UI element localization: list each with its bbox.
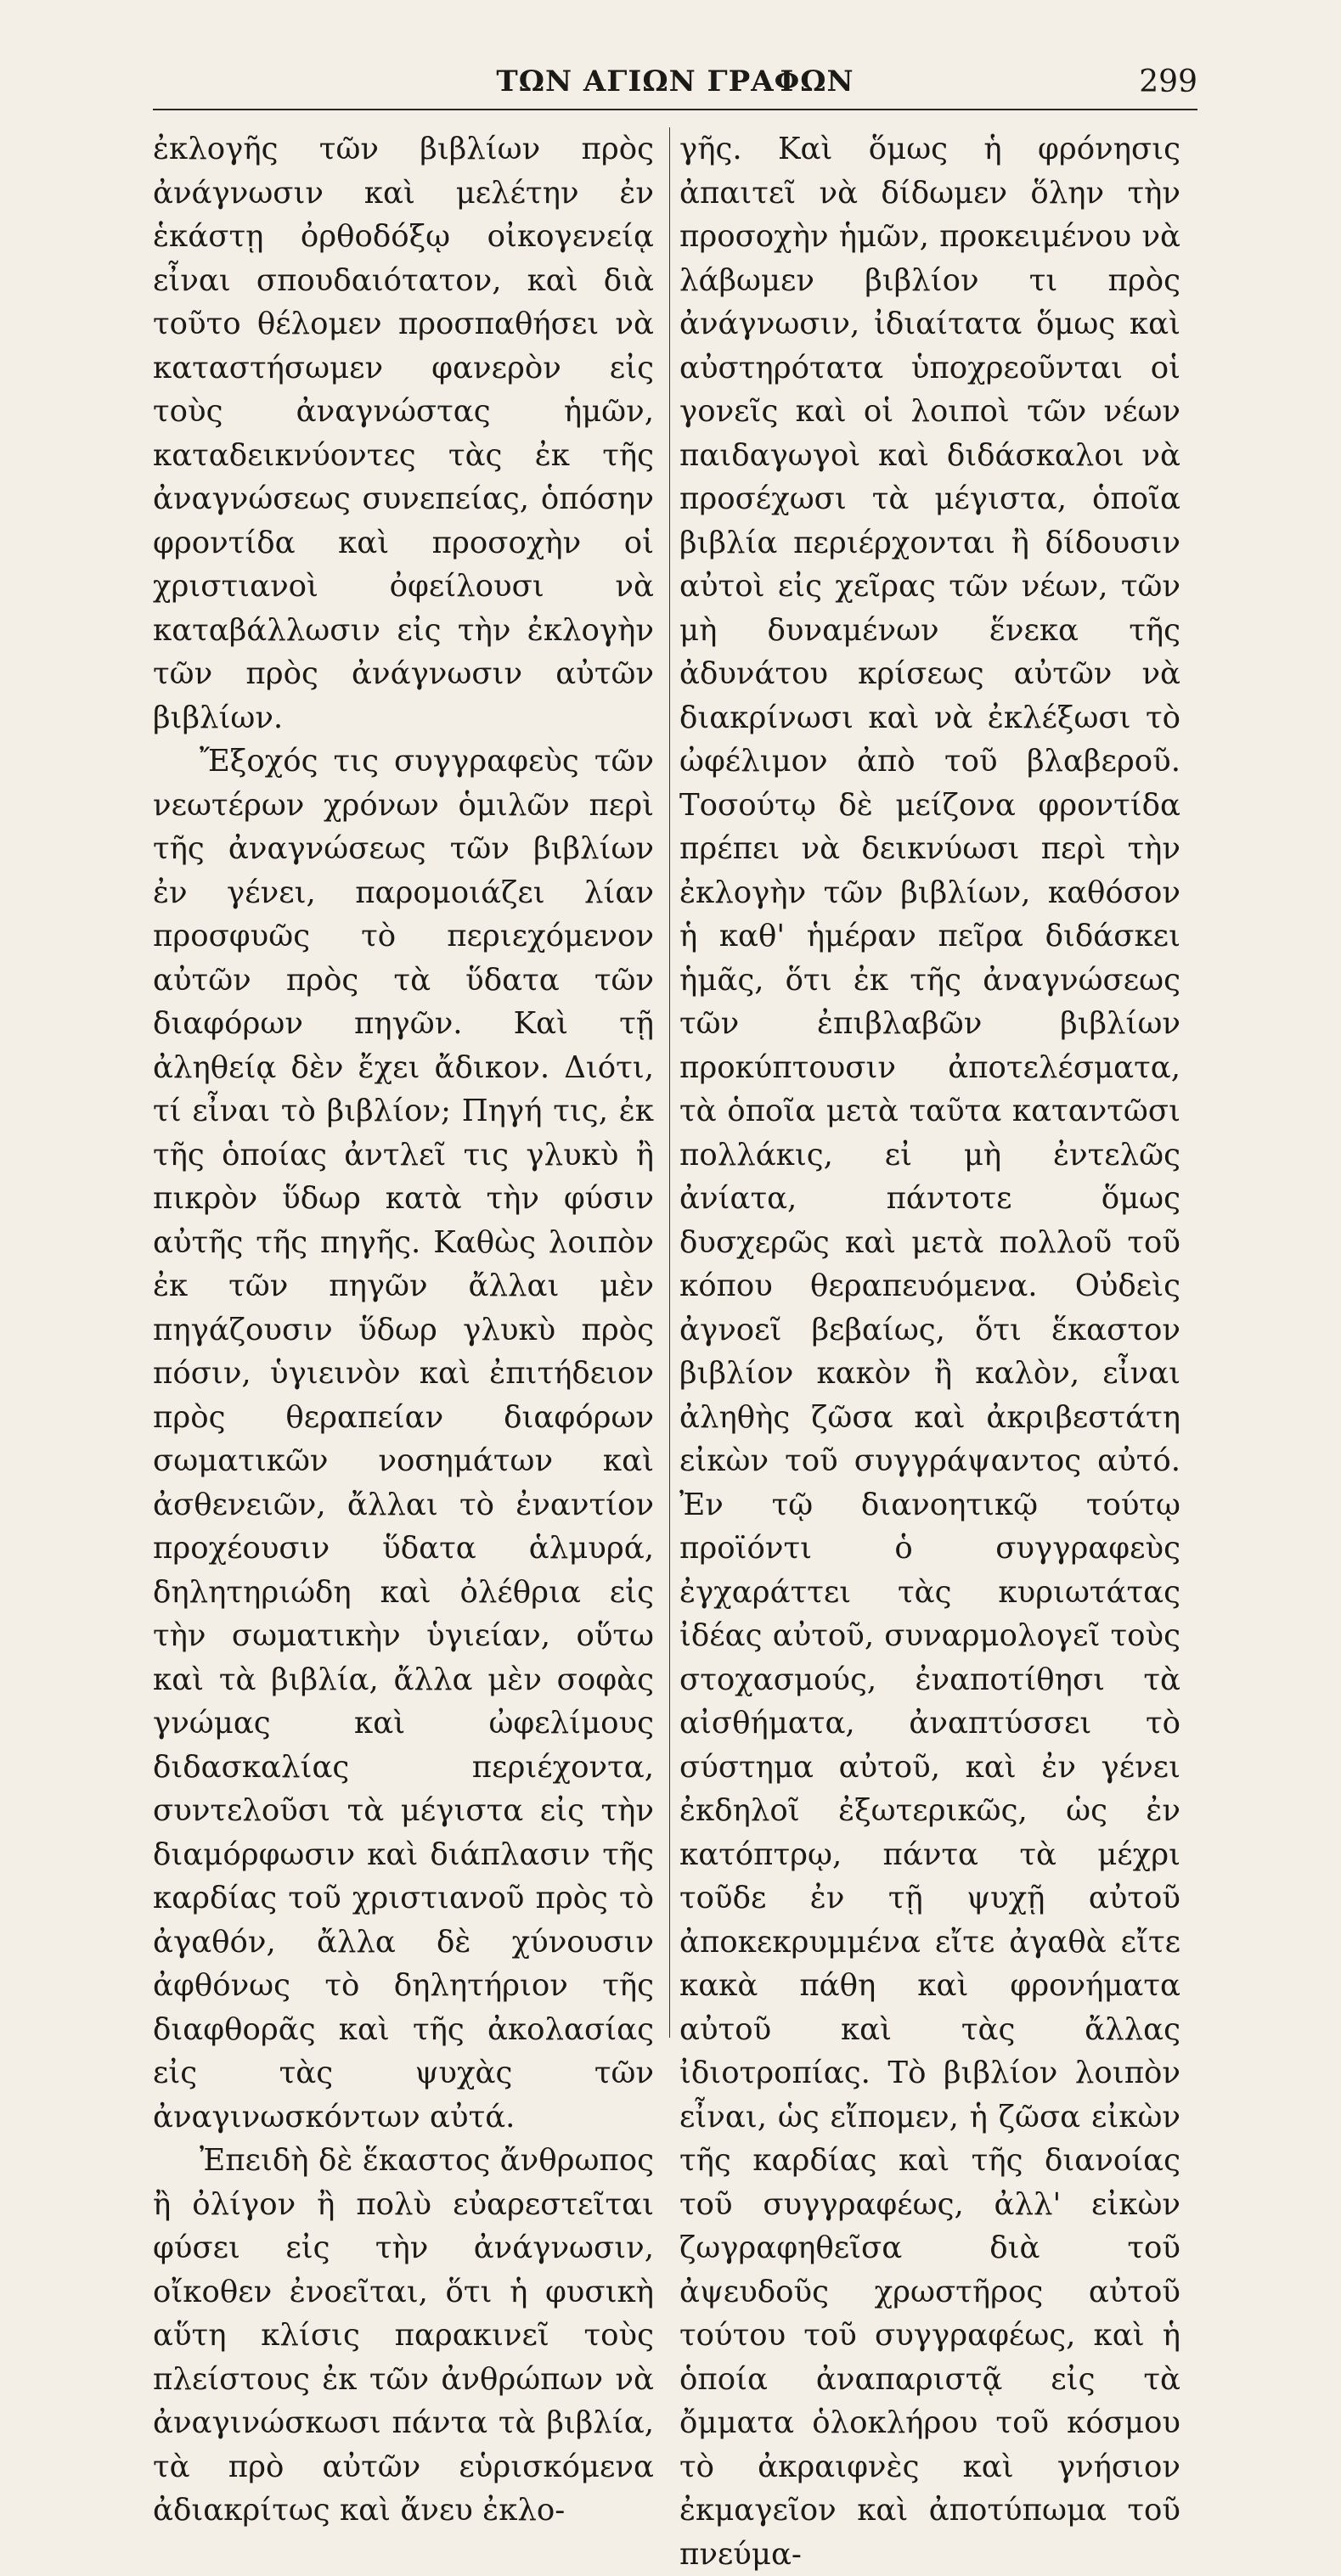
paragraph: γῆς. Καὶ ὅμως ἡ φρόνησις ἀπαιτεῖ νὰ δίδωμεν ὅλην τὴν προσοχὴν ἡμῶν, προκειμένου νὰ λάβωμεν βιβλίον τι πρὸς ἀνάγνωσιν, ἰδιαίτατα ὅμως καὶ αὐστηρότατα ὑποχρεοῦνται οἱ γονεῖς καὶ οἱ λοιποὶ τῶν νέων παιδαγωγοὶ καὶ διδάσκαλοι νὰ προσέχωσι τὰ μέγιστα, ὁποῖα βιβλία περιέρχονται ἢ δίδουσιν αὐτοὶ εἰς χεῖρας τῶν νέων, τῶν μὴ δυναμένων ἕνεκα τῆς ἀδυνάτου κρίσεως αὐτῶν νὰ διακρίνωσι καὶ νὰ ἐκλέξωσι τὸ ὠφέλιμον ἀπὸ τοῦ βλαβεροῦ. Τοσούτῳ δὲ μείζονα φροντίδα πρέπει νὰ δεικνύωσι περὶ τὴν ἐκλογὴν τῶν βιβλίων, καθόσον ἡ καθ' ἡμέραν πεῖρα διδάσκει ἡμᾶς, ὅτι ἐκ τῆς ἀναγνώσεως τῶν ἐπιβλαβῶν βιβλίων προκύπτουσιν ἀποτελέσματα, τὰ ὁποῖα μετὰ ταῦτα καταντῶσι πολλάκις, εἰ μὴ ἐντελῶς ἀνίατα, πάντοτε ὅμως δυσχερῶς καὶ μετὰ πολλοῦ τοῦ κόπου θεραπευόμενα. Οὐδεὶς ἀγνοεῖ βεβαίως, ὅτι ἕκαστον βιβλίον κακὸν ἢ καλὸν, εἶναι ἀληθὴς ζῶσα καὶ ἀκριβεστάτη εἰκὼν τοῦ συγγράψαντος αὐτό. Ἐν τῷ διανοητικῷ τούτῳ προϊόντι ὁ συγγραφεὺς ἐγχαράττει τὰς κυριωτάτας ἰδέας αὐτοῦ, συναρμολογεῖ τοὺς στοχασμούς, ἐναποτίθησι τὰ αἰσθήματα, ἀναπτύσσει τὸ σύστημα αὐτοῦ, καὶ ἐν γένει ἐκδηλοῖ ἐξωτερικῶς, ὡς ἐν κατόπτρῳ, πάντα τὰ μέχρι τοῦδε ἐν τῇ ψυχῇ αὐτοῦ ἀποκεκρυμμένα εἴτε ἀγαθὰ εἴτε κακὰ πάθη καὶ φρονήματα αὐτοῦ καὶ τὰς ἄλλας ἰδιοτροπίας. Τὸ βιβλίον λοιπὸν εἶναι, ὡς εἴπομεν, ἡ ζῶσα εἰκὼν τῆς καρδίας καὶ τῆς διανοίας τοῦ συγγραφέως, ἀλλ' εἰκὼν ζωγραφηθεῖσα διὰ τοῦ ἀψευδοῦς χρωστῆρος αὐτοῦ τούτου τοῦ συγγραφέως, καὶ ἡ ὁποία ἀναπαριστᾷ εἰς τὰ ὄμματα ὁλοκλήρου τοῦ κόσμου τὸ ἀκραιφνὲς καὶ γνήσιον ἐκμαγεῖον καὶ ἀποτύπωμα τοῦ πνεύμα-: [679, 132, 1180, 2572]
page-header: [153, 61, 1197, 104]
column-divider: [669, 127, 670, 2038]
right-column: [679, 127, 1180, 2576]
paragraph: ἐκλογῆς τῶν βιβλίων πρὸς ἀνάγνωσιν καὶ μελέτην ἐν ἑκάστῃ ὀρθοδόξῳ οἰκογενείᾳ εἶναι σπουδαιότατον, καὶ διὰ τοῦτο θέλομεν προσπαθήσει νὰ καταστήσωμεν φανερὸν εἰς τοὺς ἀναγνώστας ἡμῶν, καταδεικνύοντες τὰς ἐκ τῆς ἀναγνώσεως συνεπείας, ὁπόσην φροντίδα καὶ προσοχὴν οἱ χριστιανοὶ ὀφείλουσι νὰ καταβάλλωσιν εἰς τὴν ἐκλογὴν τῶν πρὸς ἀνάγνωσιν αὐτῶν βιβλίων.: [153, 132, 654, 735]
paragraph: Ἐπειδὴ δὲ ἕκαστος ἄνθρωπος ἢ ὀλίγον ἢ πολὺ εὐαρεστεῖται φύσει εἰς τὴν ἀνάγνωσιν, οἴκοθεν ἐνοεῖται, ὅτι ἡ φυσικὴ αὕτη κλίσις παρακινεῖ τοὺς πλείστους ἐκ τῶν ἀνθρώπων νὰ ἀναγινώσκωσι πάντα τὰ βιβλία, τὰ πρὸ αὐτῶν εὑρισκόμενα ἀδιακρίτως καὶ ἄνευ ἐκλο-: [153, 2143, 654, 2528]
left-column: [153, 127, 654, 2533]
running-title: ΤΩΝ ΑΓΙΩΝ ΓΡΑΦΩΝ: [496, 65, 854, 98]
paragraph: Ἔξοχός τις συγγραφεὺς τῶν νεωτέρων χρόνων ὁμιλῶν περὶ τῆς ἀναγνώσεως τῶν βιβλίων ἐν γένει, παρομοιάζει λίαν προσφυῶς τὸ περιεχόμενον αὐτῶν πρὸς τὰ ὕδατα τῶν διαφόρων πηγῶν. Καὶ τῇ ἀληθείᾳ δὲν ἔχει ἄδικον. Διότι, τί εἶναι τὸ βιβλίον; Πηγή τις, ἐκ τῆς ὁποίας ἀντλεῖ τις γλυκὺ ἢ πικρὸν ὕδωρ κατὰ τὴν φύσιν αὐτῆς τῆς πηγῆς. Καθὼς λοιπὸν ἐκ τῶν πηγῶν ἄλλαι μὲν πηγάζουσιν ὕδωρ γλυκὺ πρὸς πόσιν, ὑγιεινὸν καὶ ἐπιτήδειον πρὸς θεραπείαν διαφόρων σωματικῶν νοσημάτων καὶ ἀσθενειῶν, ἄλλαι τὸ ἐναντίον προχέουσιν ὕδατα ἁλμυρά, δηλητηριώδη καὶ ὀλέθρια εἰς τὴν σωματικὴν ὑγιείαν, οὕτω καὶ τὰ βιβλία, ἄλλα μὲν σοφὰς γνώμας καὶ ὠφελίμους διδασκαλίας περιέχοντα, συντελοῦσι τὰ μέγιστα εἰς τὴν διαμόρφωσιν καὶ διάπλασιν τῆς καρδίας τοῦ χριστιανοῦ πρὸς τὸ ἀγαθόν, ἄλλα δὲ χύνουσιν ἀφθόνως τὸ δηλητήριον τῆς διαφθορᾶς καὶ τῆς ἀκολασίας εἰς τὰς ψυχὰς τῶν ἀναγινωσκόντων αὐτά.: [153, 744, 654, 2134]
header-rule: [153, 109, 1197, 110]
page-number: 299: [1139, 65, 1197, 99]
